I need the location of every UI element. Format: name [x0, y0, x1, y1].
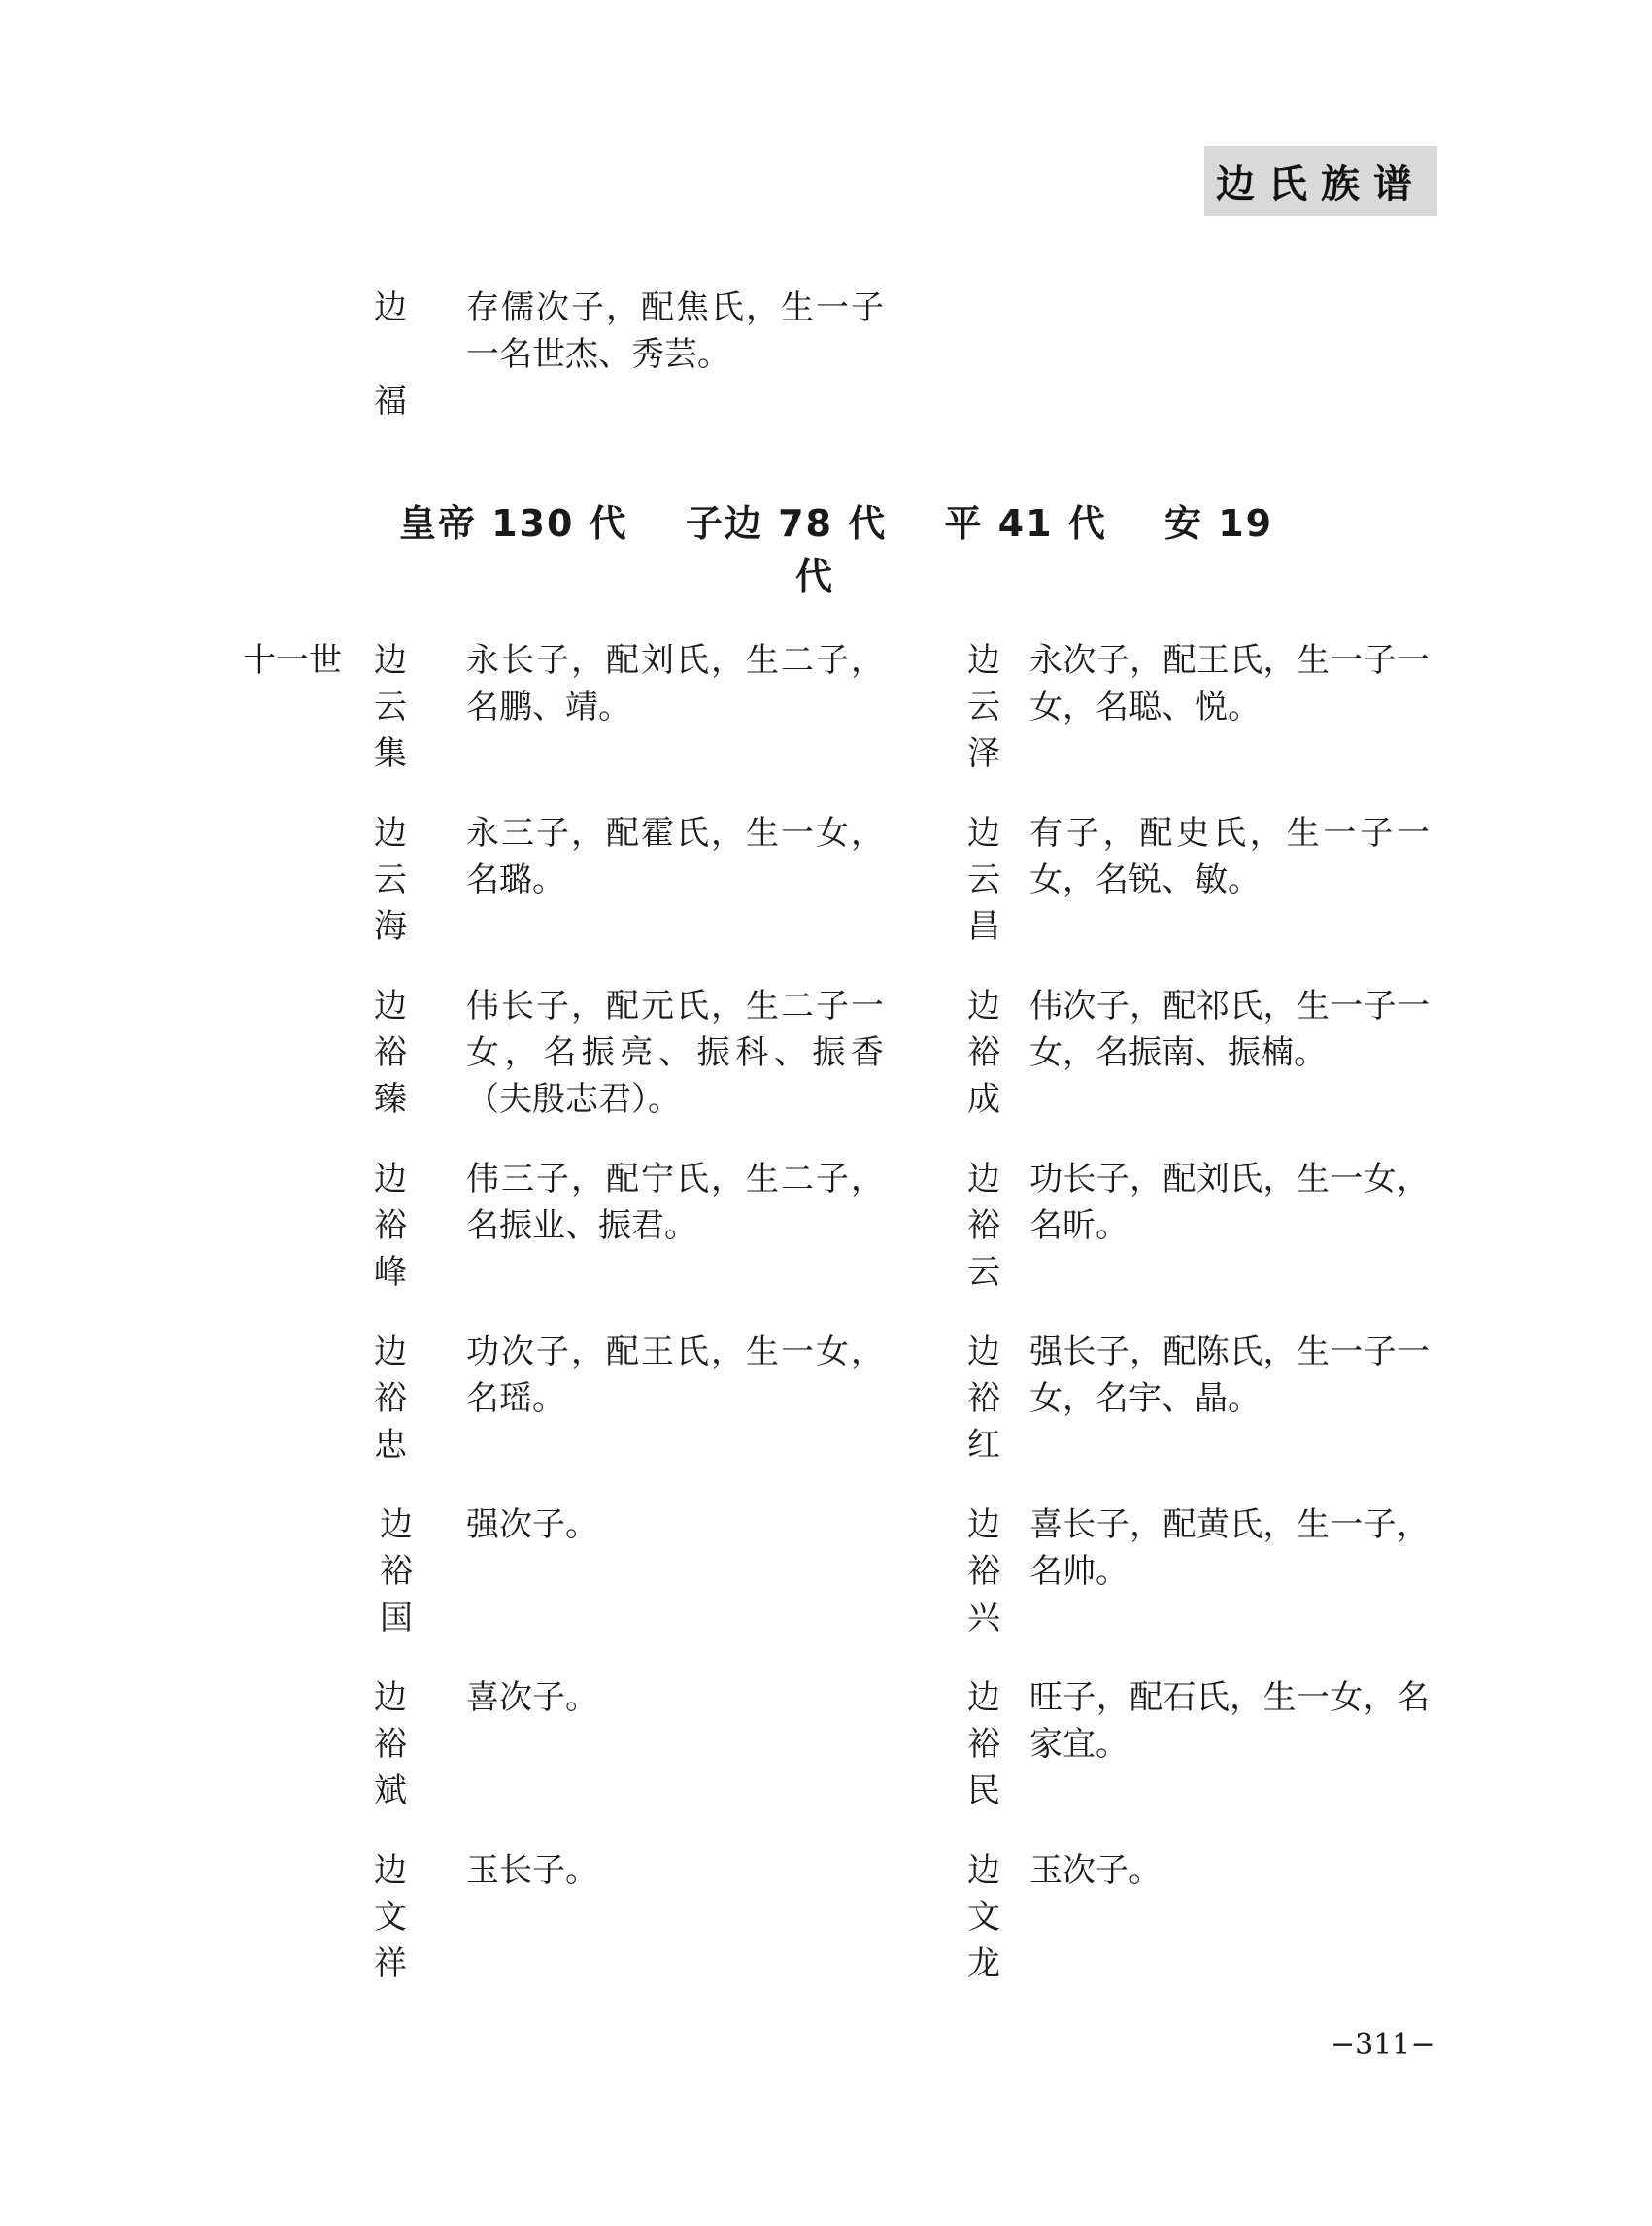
entry-text: 永次子，配王氏，生一子一女，名聪、悦。	[1029, 641, 1430, 726]
name-char: 边	[374, 1851, 407, 1890]
name-char: 边	[967, 1160, 1000, 1198]
name-char: 裕	[374, 1033, 407, 1072]
entry-name	[955, 1847, 1013, 1987]
entry-name	[361, 1329, 420, 1468]
name-char: 边	[374, 1332, 407, 1371]
name-char: 裕	[967, 1725, 1000, 1764]
name-char: 云	[967, 688, 1000, 726]
name-char: 边	[374, 1160, 407, 1198]
name-char: 忠	[374, 1426, 407, 1465]
name-char: 民	[967, 1771, 1000, 1810]
top-entry-text: 存儒次子，配焦氏，生一子一名世杰、秀芸。	[466, 288, 884, 374]
generation-label: 十一世	[243, 641, 342, 680]
entry-name	[361, 1156, 420, 1296]
entry-name	[955, 637, 1013, 777]
name-char: 成	[967, 1080, 1000, 1119]
name-char: 文	[374, 1898, 407, 1937]
entry-name	[367, 1501, 425, 1641]
name-char: 边	[967, 1332, 1000, 1371]
gen-heading-item: 皇帝 130 代	[398, 502, 628, 545]
entry-name	[955, 1156, 1013, 1296]
name-char: 集	[374, 734, 407, 773]
entry-text: 伟长子，配元氏，生二子一女，名振亮、振科、振香（夫殷志君）。	[466, 987, 884, 1119]
page-number: −311−	[1331, 2028, 1435, 2062]
name-char: 边	[967, 814, 1000, 853]
entry-text: 功次子，配王氏，生一女，名瑶。	[466, 1332, 884, 1418]
name-char: 臻	[374, 1080, 407, 1119]
name-char: 国	[380, 1599, 413, 1637]
entry-name	[361, 983, 420, 1123]
name-char: 边	[374, 641, 407, 680]
gen-heading-item: 子边 78 代	[685, 502, 888, 545]
entry-text: 伟次子，配祁氏，生一子一女，名振南、振楠。	[1029, 987, 1430, 1072]
name-char: 红	[967, 1426, 1000, 1465]
name-char: 斌	[374, 1771, 407, 1810]
name-char: 裕	[967, 1033, 1000, 1072]
entry-text: 喜次子。	[466, 1678, 598, 1717]
entry-text: 永三子，配霍氏，生一女，名璐。	[466, 814, 884, 899]
name-char: 泽	[967, 734, 1000, 773]
entry-text: 强长子，配陈氏，生一子一女，名宇、晶。	[1029, 1332, 1430, 1418]
entry-text: 玉次子。	[1029, 1851, 1162, 1890]
name-char: 边	[967, 1678, 1000, 1717]
name-char: 边	[374, 288, 407, 327]
name-char: 云	[967, 860, 1000, 899]
name-char: 边	[374, 1678, 407, 1717]
header-title: 边氏族谱	[1204, 146, 1437, 216]
gen-heading-item: 平 41 代	[944, 502, 1107, 545]
name-char: 裕	[967, 1379, 1000, 1418]
entry-name	[361, 1674, 420, 1814]
name-char: 裕	[374, 1725, 407, 1764]
entry-text: 功长子，配刘氏，生一女，名昕。	[1029, 1160, 1430, 1245]
name-char: 边	[967, 987, 1000, 1026]
entry-text: 玉长子。	[466, 1851, 598, 1890]
name-char: 边	[967, 1851, 1000, 1890]
name-char: 文	[967, 1898, 1000, 1937]
entry-text: 伟三子，配宁氏，生二子，名振业、振君。	[466, 1160, 884, 1245]
entry-text: 永长子，配刘氏，生二子，名鹏、靖。	[466, 641, 884, 726]
entry-name	[361, 637, 420, 777]
name-char: 边	[967, 641, 1000, 680]
name-char: 云	[967, 1253, 1000, 1292]
entry-name	[361, 810, 420, 950]
name-char: 裕	[967, 1552, 1000, 1591]
entry-name	[955, 1501, 1013, 1641]
name-char: 福	[374, 382, 407, 421]
name-char: 裕	[380, 1552, 413, 1591]
entry-text: 喜长子，配黄氏，生一子，名帅。	[1029, 1505, 1430, 1591]
entry-name	[955, 983, 1013, 1123]
entry-name	[955, 1674, 1013, 1814]
entry-name	[955, 810, 1013, 950]
name-char: 裕	[374, 1206, 407, 1245]
name-char: 云	[374, 860, 407, 899]
name-char: 裕	[374, 1379, 407, 1418]
entry-text: 有子，配史氏，生一子一女，名锐、敏。	[1029, 814, 1430, 899]
generation-heading	[369, 493, 1282, 600]
entry-name	[361, 1847, 420, 1987]
name-char: 边	[374, 814, 407, 853]
name-char: 昌	[967, 907, 1000, 946]
name-char: 峰	[374, 1253, 407, 1292]
entry-name	[955, 1329, 1013, 1468]
entry-text: 旺子，配石氏，生一女，名家宜。	[1029, 1678, 1430, 1764]
name-char: 边	[967, 1505, 1000, 1544]
top-entry-name	[361, 285, 420, 424]
name-char: 云	[374, 688, 407, 726]
name-char: 祥	[374, 1944, 407, 1983]
gen-heading-item: 安 19 代	[794, 502, 1274, 598]
name-char: 龙	[967, 1944, 1000, 1983]
entry-text: 强次子。	[466, 1505, 598, 1544]
name-char: 兴	[967, 1599, 1000, 1637]
name-char: 边	[380, 1505, 413, 1544]
name-char: 边	[374, 987, 407, 1026]
name-char: 裕	[967, 1206, 1000, 1245]
name-char: 海	[374, 907, 407, 946]
